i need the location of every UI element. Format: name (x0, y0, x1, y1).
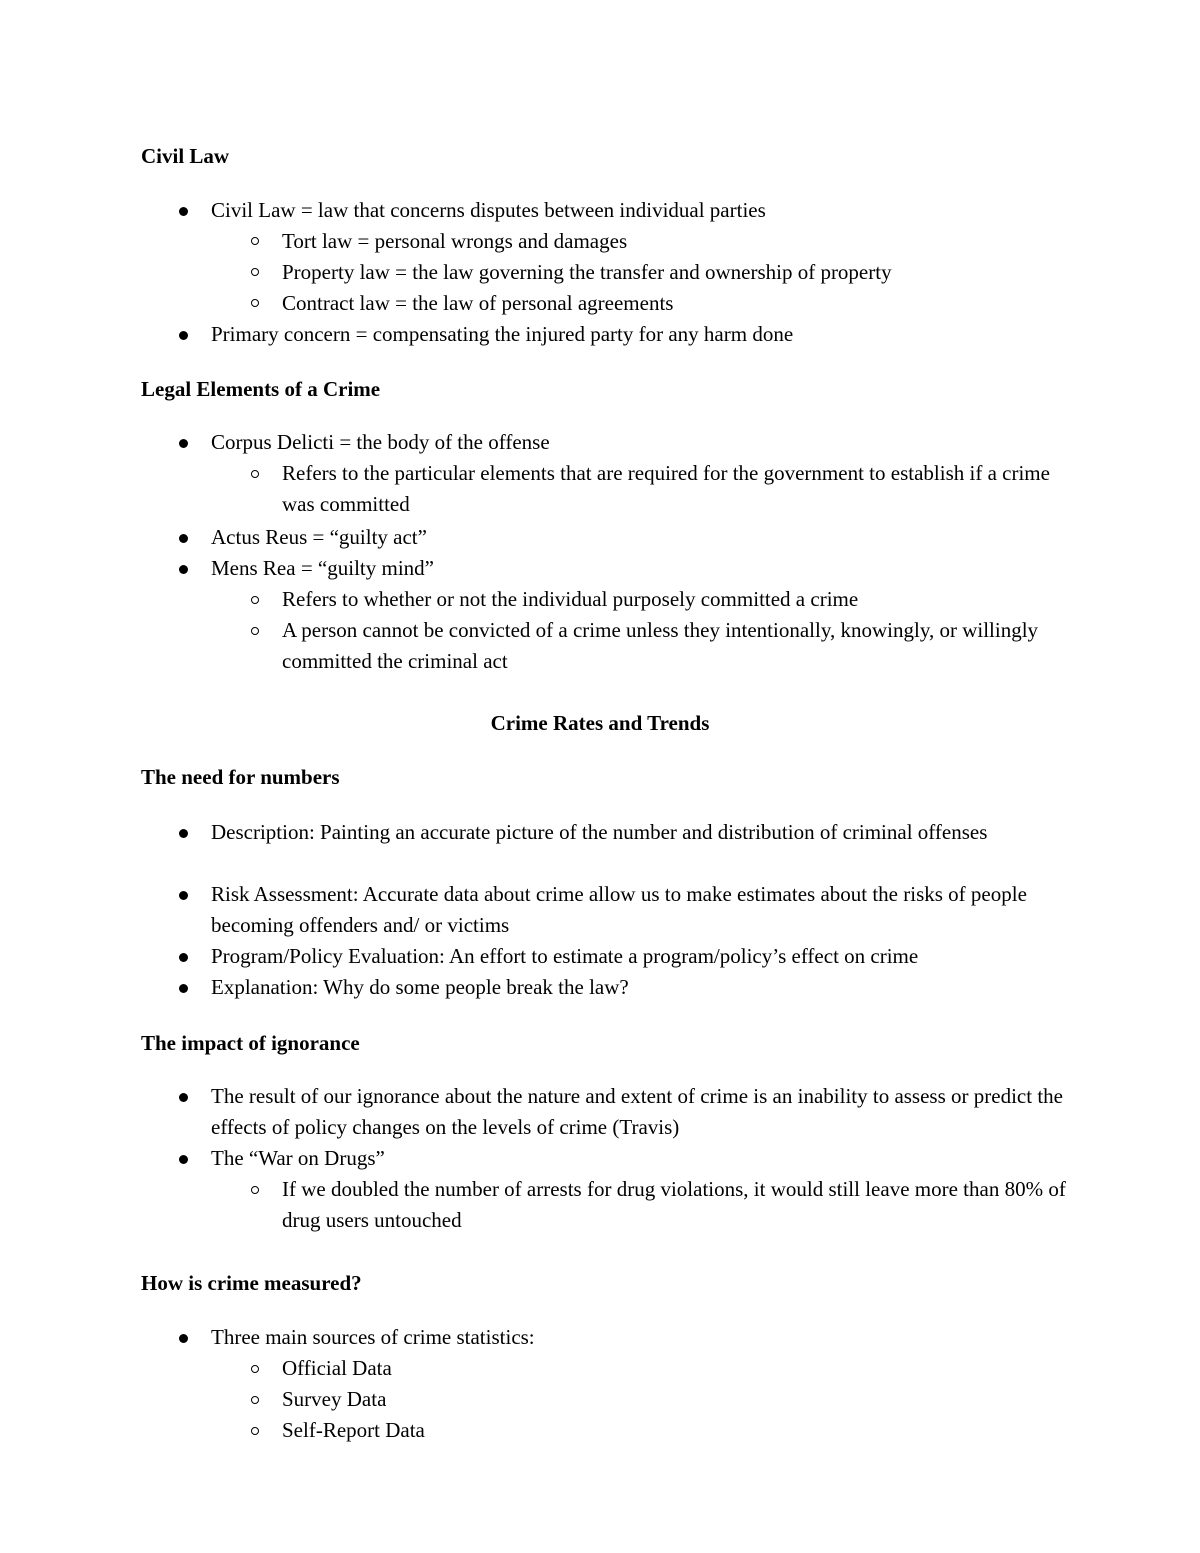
list-item: Contract law = the law of personal agreements (282, 291, 674, 315)
bullet-icon (179, 207, 188, 216)
hollow-bullet-icon (251, 268, 259, 276)
list-item: Description: Painting an accurate picture of the number and distribution of criminal offenses (211, 820, 988, 844)
bullet-icon (179, 534, 188, 543)
list-item: Primary concern = compensating the injured party for any harm done (211, 322, 794, 346)
list-item: Official Data (282, 1356, 392, 1380)
bullet-icon (179, 439, 188, 448)
list-item: Tort law = personal wrongs and damages (282, 229, 628, 253)
hollow-bullet-icon (251, 1365, 259, 1373)
heading-need-for-numbers: The need for numbers (141, 765, 340, 789)
heading-how-measured: How is crime measured? (141, 1271, 362, 1295)
list-item: Property law = the law governing the transfer and ownership of property (282, 260, 892, 284)
hollow-bullet-icon (251, 237, 259, 245)
heading-civil-law: Civil Law (141, 144, 230, 168)
hollow-bullet-icon (251, 627, 259, 635)
bullet-icon (179, 1334, 188, 1343)
hollow-bullet-icon (251, 1427, 259, 1435)
bullet-icon (179, 953, 188, 962)
list-item: Program/Policy Evaluation: An effort to estimate a program/policy’s effect on crime (211, 944, 919, 968)
list-item: Mens Rea = “guilty mind” (211, 556, 434, 580)
heading-impact-of-ignorance: The impact of ignorance (141, 1031, 360, 1055)
list-item: Actus Reus = “guilty act” (211, 525, 427, 549)
hollow-bullet-icon (251, 470, 259, 478)
bullet-icon (179, 1093, 188, 1102)
hollow-bullet-icon (251, 1396, 259, 1404)
list-item: A person cannot be convicted of a crime unless they intentionally, knowingly, or willingly committed the criminal act (282, 618, 1039, 673)
list-item: Corpus Delicti = the body of the offense (211, 430, 550, 454)
bullet-icon (179, 984, 188, 993)
section-title: Crime Rates and Trends (490, 711, 710, 735)
hollow-bullet-icon (251, 299, 259, 307)
bullet-icon (179, 331, 188, 340)
list-item: Survey Data (282, 1387, 387, 1411)
bullet-icon (179, 829, 188, 838)
hollow-bullet-icon (251, 596, 259, 604)
bullet-icon (179, 1155, 188, 1164)
list-item: Civil Law = law that concerns disputes between individual parties (211, 198, 766, 222)
list-item: If we doubled the number of arrests for drug violations, it would still leave more than 80% of drug users untouched (282, 1177, 1066, 1232)
heading-legal-elements: Legal Elements of a Crime (141, 377, 381, 401)
list-item: Risk Assessment: Accurate data about crime allow us to make estimates about the risks of people becoming offenders and/ or victims (211, 882, 1027, 937)
list-item: Refers to whether or not the individual purposely committed a crime (282, 587, 859, 611)
bullet-icon (179, 565, 188, 574)
list-item: The “War on Drugs” (211, 1146, 385, 1170)
list-item: Explanation: Why do some people break the law? (211, 975, 629, 999)
bullet-icon (179, 891, 188, 900)
hollow-bullet-icon (251, 1186, 259, 1194)
list-item: The result of our ignorance about the nature and extent of crime is an inability to assess or predict the effects of policy changes on the levels of crime (Travis) (211, 1084, 1063, 1139)
list-item: Three main sources of crime statistics: (211, 1325, 535, 1349)
list-item: Refers to the particular elements that are required for the government to establish if a crime was committed (282, 461, 1050, 516)
list-item: Self-Report Data (282, 1418, 425, 1442)
